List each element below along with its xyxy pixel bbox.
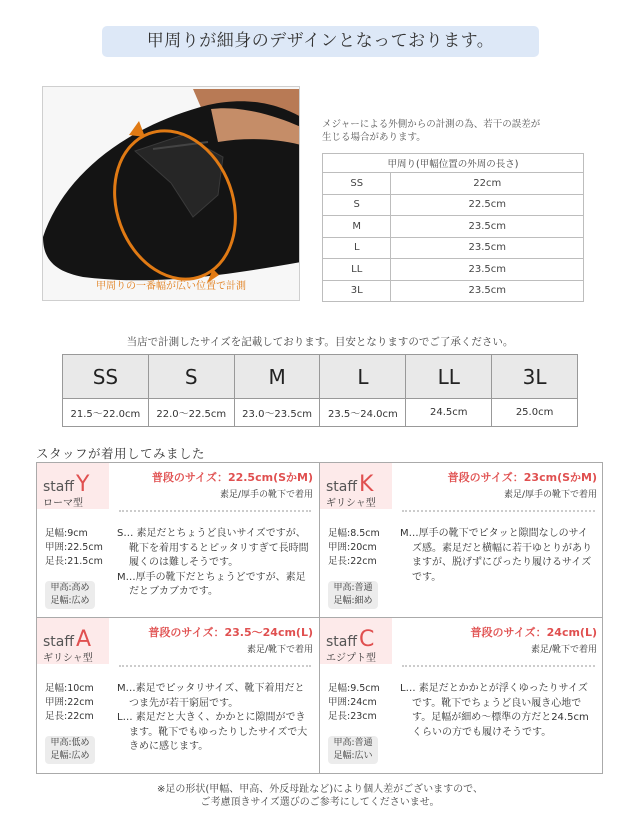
size-range: 25.0cm [492,399,578,427]
fit-item: 足幅:広め [50,596,90,606]
usual-size-block [448,469,597,500]
product-photo [42,86,300,301]
table-row [323,216,584,238]
fit-item: 甲高:低め [50,738,90,748]
size-label: L [320,355,406,399]
staff-comment [400,527,596,585]
size-chart-table [62,354,578,427]
table-row [323,173,584,195]
photo-caption: 甲周りの一番幅が広い位置で計測 [96,281,246,292]
staff-letter: A [76,627,92,652]
measurement: 足長:21.5cm [45,556,103,567]
measurement: 甲囲:22.5cm [45,542,103,553]
note-line: 生じる場合があります。 [322,132,426,143]
size-label: SS [63,355,149,399]
measurement: 足幅:8.5cm [328,528,380,539]
staff-card [320,618,603,773]
staff-letter: K [359,472,374,497]
foot-measurements [45,682,94,724]
staff-letter: C [359,627,375,652]
dotted-divider [119,510,311,512]
staff-badge [320,618,392,664]
wear-condition: 素足/靴下で着用 [246,645,313,655]
size-range: 22.0〜22.5cm [148,399,234,427]
foot-measurements [328,527,380,569]
value-cell: 22cm [391,173,584,195]
footer-line: ご考慮頂きサイズ選びのご参考にしてくださいませ。 [200,797,440,808]
comment-line: M…素足でピッタリサイズ、靴下着用だとつま先が若干窮屈です。 [117,683,305,709]
staff-comment [117,682,313,755]
staff-grid [36,462,603,774]
usual-size-block [148,624,313,655]
dotted-divider [119,665,311,667]
size-cell: S [323,194,391,216]
fit-item: 足幅:細め [333,596,373,606]
footer-line: ※足の形状(甲幅、甲高、外反母趾など)により個人差がございますので、 [157,784,483,795]
staff-badge [37,463,109,509]
comment-line: S… 素足だとちょうど良いサイズですが、靴下を着用するとピッタリすぎて長時間履くのは難しそうです。 [117,528,309,568]
comment-line: L… 素足だとかかとが浮くゆったりサイズです。靴下でちょうど良い履き心地です。足幅が細め〜標準の方だと24.5cmくらいの方でも履けそうです。 [400,683,589,738]
measurement: 甲囲:20cm [328,542,377,553]
staff-section-heading: スタッフが着用してみました [36,446,206,461]
foot-type: ギリシャ型 [43,653,93,664]
size-range: 24.5cm [406,399,492,427]
fit-item: 甲高:普通 [333,583,373,593]
comment-line: M…厚手の靴下だとちょうどですが、素足だとブカブカです。 [117,571,306,597]
measurement: 足幅:9.5cm [328,683,380,694]
wear-condition: 素足/厚手の靴下で着用 [219,490,313,500]
foot-shape-badge [45,581,95,609]
foot-measurements [328,682,380,724]
foot-type: エジプト型 [326,653,376,664]
foot-measurements [45,527,103,569]
staff-card [37,463,320,618]
foot-shape-badge [328,581,378,609]
size-cell: 3L [323,280,391,302]
comment-line: M…厚手の靴下でピタッと隙間なしのサイズ感。素足だと横幅に若干ゆとりがありますが、脱げずにぴったり履けるサイズです。 [400,528,592,583]
usual-size: 普段のサイズ：23cm(SかM) [447,471,597,484]
usual-size-block [471,624,597,655]
staff-card [320,463,603,618]
staff-card [37,618,320,773]
fit-item: 甲高:高め [50,583,90,593]
size-cell: LL [323,259,391,281]
value-cell: 23.5cm [391,237,584,259]
size-chart-intro: 当店で計測したサイズを記載しております。目安となりますのでご了承ください。 [126,336,514,348]
fit-item: 甲高:普通 [333,738,373,748]
measurement: 足幅:10cm [45,683,94,694]
measurement: 甲囲:24cm [328,697,377,708]
dotted-divider [402,510,595,512]
size-cell: M [323,216,391,238]
size-range: 23.5〜24.0cm [320,399,406,427]
table-row [323,280,584,302]
value-cell: 23.5cm [391,216,584,238]
foot-type: ローマ型 [43,498,83,509]
foot-type: ギリシャ型 [326,498,376,509]
instep-table [322,153,584,302]
size-label: M [234,355,320,399]
measurement: 足長:23cm [328,711,377,722]
staff-label: staff [326,634,358,650]
staff-letter: Y [76,472,90,497]
value-cell: 22.5cm [391,194,584,216]
size-label: 3L [492,355,578,399]
size-range: 23.0〜23.5cm [234,399,320,427]
usual-size: 普段のサイズ：23.5〜24cm(L) [148,626,313,639]
footer-note [0,783,640,809]
table-row [323,194,584,216]
measurement: 足幅:9cm [45,528,88,539]
shoe-illustration [43,87,300,301]
comment-line: L… 素足だと大きく、かかとに隙間ができます。靴下でもゆったりしたサイズで大きめに感じます。 [117,712,308,752]
measurement: 甲囲:22cm [45,697,94,708]
size-cell: L [323,237,391,259]
staff-badge [37,618,109,664]
value-cell: 23.5cm [391,259,584,281]
staff-comment [117,527,313,600]
usual-size: 普段のサイズ：22.5cm(SかM) [151,471,313,484]
fit-item: 足幅:広め [50,751,90,761]
page-banner: 甲周りが細身のデザインとなっております。 [102,26,539,57]
size-cell: SS [323,173,391,195]
wear-condition: 素足/靴下で着用 [530,645,597,655]
size-label: S [148,355,234,399]
value-cell: 23.5cm [391,280,584,302]
table-row [323,237,584,259]
staff-label: staff [326,479,358,495]
size-label: LL [406,355,492,399]
foot-shape-badge [45,736,95,764]
staff-badge [320,463,392,509]
measurement: 足長:22cm [45,711,94,722]
instep-table-header: 甲周り(甲幅位置の外周の長さ) [323,154,584,173]
measurement-note [322,118,582,144]
dotted-divider [402,665,595,667]
table-row [323,259,584,281]
staff-label: staff [43,634,75,650]
note-line: メジャーによる外側からの計測の為、若干の誤差が [322,119,541,130]
fit-item: 足幅:広い [333,751,373,761]
usual-size-block [152,469,313,500]
measurement: 足長:22cm [328,556,377,567]
usual-size: 普段のサイズ：24cm(L) [470,626,597,639]
foot-shape-badge [328,736,378,764]
staff-comment [400,682,596,740]
size-range: 21.5〜22.0cm [63,399,149,427]
wear-condition: 素足/厚手の靴下で着用 [503,490,597,500]
staff-label: staff [43,479,75,495]
